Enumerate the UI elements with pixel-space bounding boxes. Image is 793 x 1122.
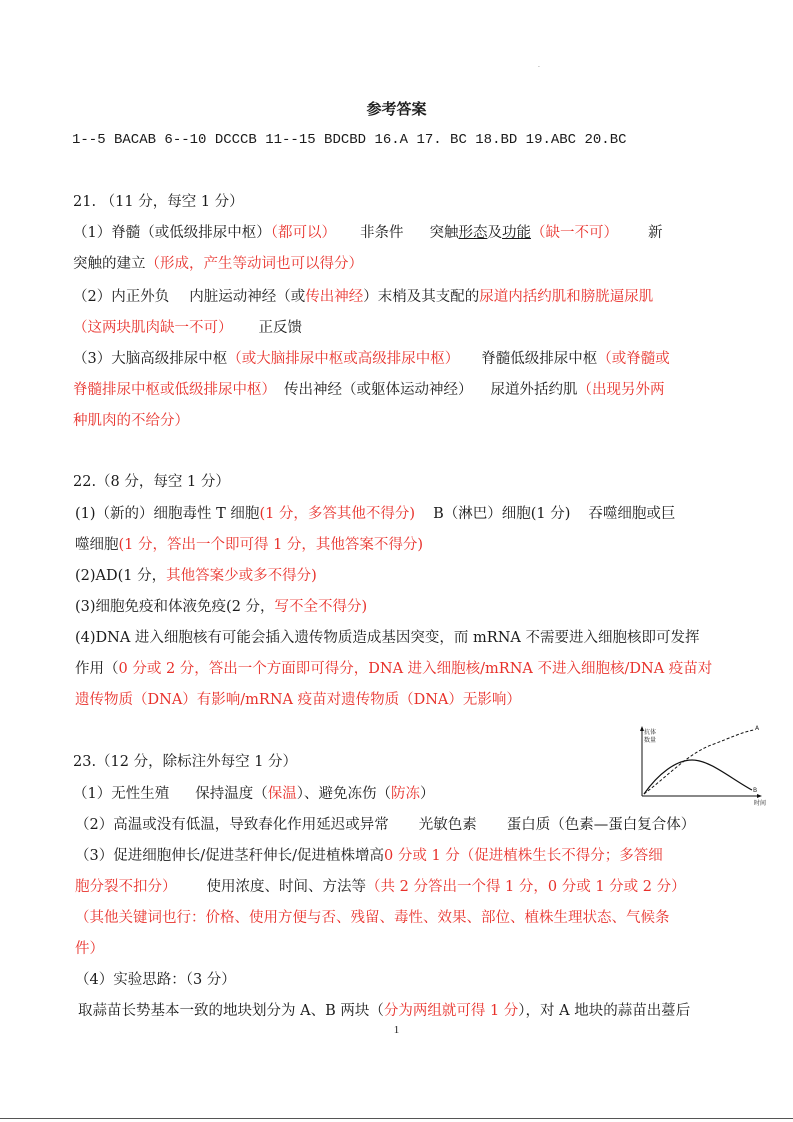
- q23-p1-note2: 防冻: [390, 786, 420, 802]
- q21-p1-text: （1）脊髓（或低级排尿中枢）: [73, 225, 271, 241]
- antibody-curve-figure: [630, 722, 768, 808]
- q21-p3-note3: 脊髓排尿中枢或低级排尿中枢）: [73, 382, 276, 398]
- q23-p5-text2: ），对 A 地块的蒜苗出薹后: [518, 1003, 691, 1019]
- q21-p1-answer4: 新: [647, 225, 663, 241]
- q23-p2-text: （2）高温或没有低温，导致春化作用延迟或异常: [75, 817, 389, 833]
- q23-p1-text: （1）无性生殖: [73, 786, 170, 802]
- q23-p3-note2: 胞分裂不扣分）: [75, 879, 177, 895]
- q21-p2-note3: （这两块肌肉缺一不可）: [73, 320, 233, 336]
- q21-p2-text: （2）内正外负: [73, 289, 170, 305]
- q21-p1-underline1: 形态: [458, 225, 488, 241]
- q22-p3-text: (3)细胞免疫和体液免疫(2 分，: [75, 599, 275, 615]
- q21-p3-text: （3）大脑高级排尿中枢: [73, 351, 228, 367]
- q23-part1: [73, 784, 434, 804]
- q22-p1-answer3: 吞噬细胞或巨: [588, 506, 676, 522]
- q21-p1-note3: （形成，产生等动词也可以得分）: [145, 256, 363, 272]
- q23-p3-note4: （其他关键词也行：价格、使用方便与否、残留、毒性、效果、部位、植株生理状态、气候条: [75, 910, 670, 926]
- q23-part2: [75, 815, 695, 835]
- y-label-2: 数量: [644, 737, 657, 744]
- q21-part3-line2: [73, 380, 665, 400]
- q21-p3-note2: （或脊髓或: [597, 351, 670, 367]
- q23-p1-text4: ）: [419, 786, 435, 802]
- q23-p3-answer2: 使用浓度、时间、方法等: [206, 879, 366, 895]
- q23-part4: [75, 970, 236, 990]
- q23-p2-answer3: 蛋白质（色素—蛋白复合体）: [506, 817, 696, 833]
- q22-part1-line2: [75, 535, 423, 555]
- q21-p3-answer2: 脊髓低级排尿中枢: [481, 351, 598, 367]
- q22-p1-text: (1)（新的）细胞毒性 T 细胞: [75, 506, 260, 522]
- q22-p4-note2: 遗传物质（DNA）有影响/mRNA 疫苗对遗传物质（DNA）无影响）: [75, 692, 521, 708]
- q22-p2-note: 其他答案少或多不得分): [166, 568, 317, 584]
- q23-p1-text2: 保持温度（: [195, 786, 268, 802]
- q21-p2-note1: 传出神经: [305, 289, 364, 305]
- q21-part1-line2: [73, 254, 363, 274]
- q23-part3-line3: [75, 908, 670, 928]
- q22-p1-cont: 噬细胞: [75, 537, 119, 553]
- q23-p5-text: 取蒜苗长势基本一致的地块划分为 A、B 两块（: [78, 1003, 384, 1019]
- q23-p4-text: （4）实验思路：（3 分）: [75, 972, 236, 988]
- q23-part3-line4: [75, 939, 104, 959]
- curve-b-label: B: [753, 787, 758, 794]
- curve-a-label: A: [755, 725, 760, 732]
- q23-p3-note1: 0 分或 1 分（促进植株生长不得分；多答细: [384, 848, 663, 864]
- x-axis-arrow: [757, 794, 762, 798]
- q22-p4-text: (4)DNA 进入细胞核有可能会插入遗传物质造成基因突变，而 mRNA 不需要进入细胞核即可发挥: [75, 630, 700, 646]
- q22-p4-note1: 0 分或 2 分，答出一个方面即可得分，DNA 进入细胞核/mRNA 不进入细胞核/DNA 疫苗对: [118, 661, 713, 677]
- q22-p1-answer2: B（淋巴）细胞(1 分): [433, 506, 571, 522]
- q21-p1-and: 及: [487, 225, 502, 241]
- curve-b-solid: [644, 760, 752, 794]
- q21-part3-line1: [73, 349, 670, 369]
- q21-part1-line1: [73, 223, 662, 243]
- q21-p3-note1: （或大脑排尿中枢或高级排尿中枢）: [227, 351, 460, 367]
- q23-p3-note5: 件）: [75, 941, 104, 957]
- q21-part2-line1: [73, 287, 653, 307]
- q21-p1-note: （都可以）: [270, 225, 336, 241]
- q22-part4-line3: [75, 690, 521, 710]
- page-bottom-rule: [0, 1118, 793, 1119]
- q21-p2-text3: ）末梢及其支配的: [363, 289, 480, 305]
- mcq-answers: 1--5 BACAB 6--10 DCCCB 11--15 BDCBD 16.A 17. BC 18.BD 19.ABC 20.BC: [72, 132, 627, 148]
- q22-part3: [75, 597, 367, 617]
- q23-p1-note1: 保温: [267, 786, 297, 802]
- q23-p2-answer2: 光敏色素: [418, 817, 477, 833]
- q22-part4-line2: [75, 659, 712, 679]
- q23-p1-text3: ）、避免冻伤（: [296, 786, 391, 802]
- q21-part2-line2: [73, 318, 302, 338]
- q21-p2-text2: 内脏运动神经（或: [189, 289, 306, 305]
- q22-header: 22.（8 分，每空 1 分）: [73, 474, 230, 490]
- q21-part3-line3: [73, 411, 189, 431]
- q23-p3-text: （3）促进细胞伸长/促进茎秆伸长/促进植株增高: [75, 848, 384, 864]
- q22-p2-text: (2)AD(1 分，: [75, 568, 167, 584]
- q21-p1-answer2: 非条件: [359, 225, 404, 241]
- x-label: 时间: [754, 800, 767, 807]
- q22-part1-line1: [75, 504, 675, 524]
- q23-p5-note: 分为两组就可得 1 分: [383, 1003, 519, 1019]
- q22-p1-note2: (1 分，答出一个即可得 1 分，其他答案不得分): [118, 537, 424, 553]
- page-title: 参考答案: [366, 100, 427, 118]
- q22-part4-line1: [75, 628, 699, 648]
- q23-part5: [78, 1001, 690, 1021]
- q22-p1-note1: (1 分，多答其他不得分): [259, 506, 416, 522]
- q21-p3-note5: 种肌肉的不给分）: [73, 413, 189, 429]
- q21-p3-answer4: 尿道外括约肌: [490, 382, 578, 398]
- q21-p1-answer3: 突触: [429, 225, 459, 241]
- q21-header: 21. （11 分，每空 1 分）: [73, 194, 244, 210]
- page-number: 1: [393, 1024, 400, 1036]
- q21-p3-note4: （出现另外两: [577, 382, 665, 398]
- q21-p3-answer3: 传出神经（或躯体运动神经）: [284, 382, 473, 398]
- q21-p2-answer3: 正反馈: [258, 320, 302, 336]
- q21-p1-underline2: 功能: [501, 225, 531, 241]
- q23-part3-line1: [75, 846, 663, 866]
- curve-a-dashed: [644, 730, 754, 794]
- q23-header: 23.（12 分，除标注外每空 1 分）: [73, 754, 298, 770]
- q21-p1-note2: （缺一不可）: [530, 225, 618, 241]
- q22-p4-text2: 作用（: [75, 661, 119, 677]
- y-label-1: 抗体: [644, 729, 657, 736]
- q22-p3-note: 写不全不得分): [274, 599, 368, 615]
- q21-p1-cont: 突触的建立: [73, 256, 146, 272]
- q21-p2-note2: 尿道内括约肌和膀胱逼尿肌: [479, 289, 654, 305]
- q22-part2: [75, 566, 317, 586]
- corner-mark: .: [538, 62, 540, 69]
- q23-part3-line2: [75, 877, 686, 897]
- q23-p3-note3: （共 2 分答出一个得 1 分，0 分或 1 分或 2 分）: [366, 879, 686, 895]
